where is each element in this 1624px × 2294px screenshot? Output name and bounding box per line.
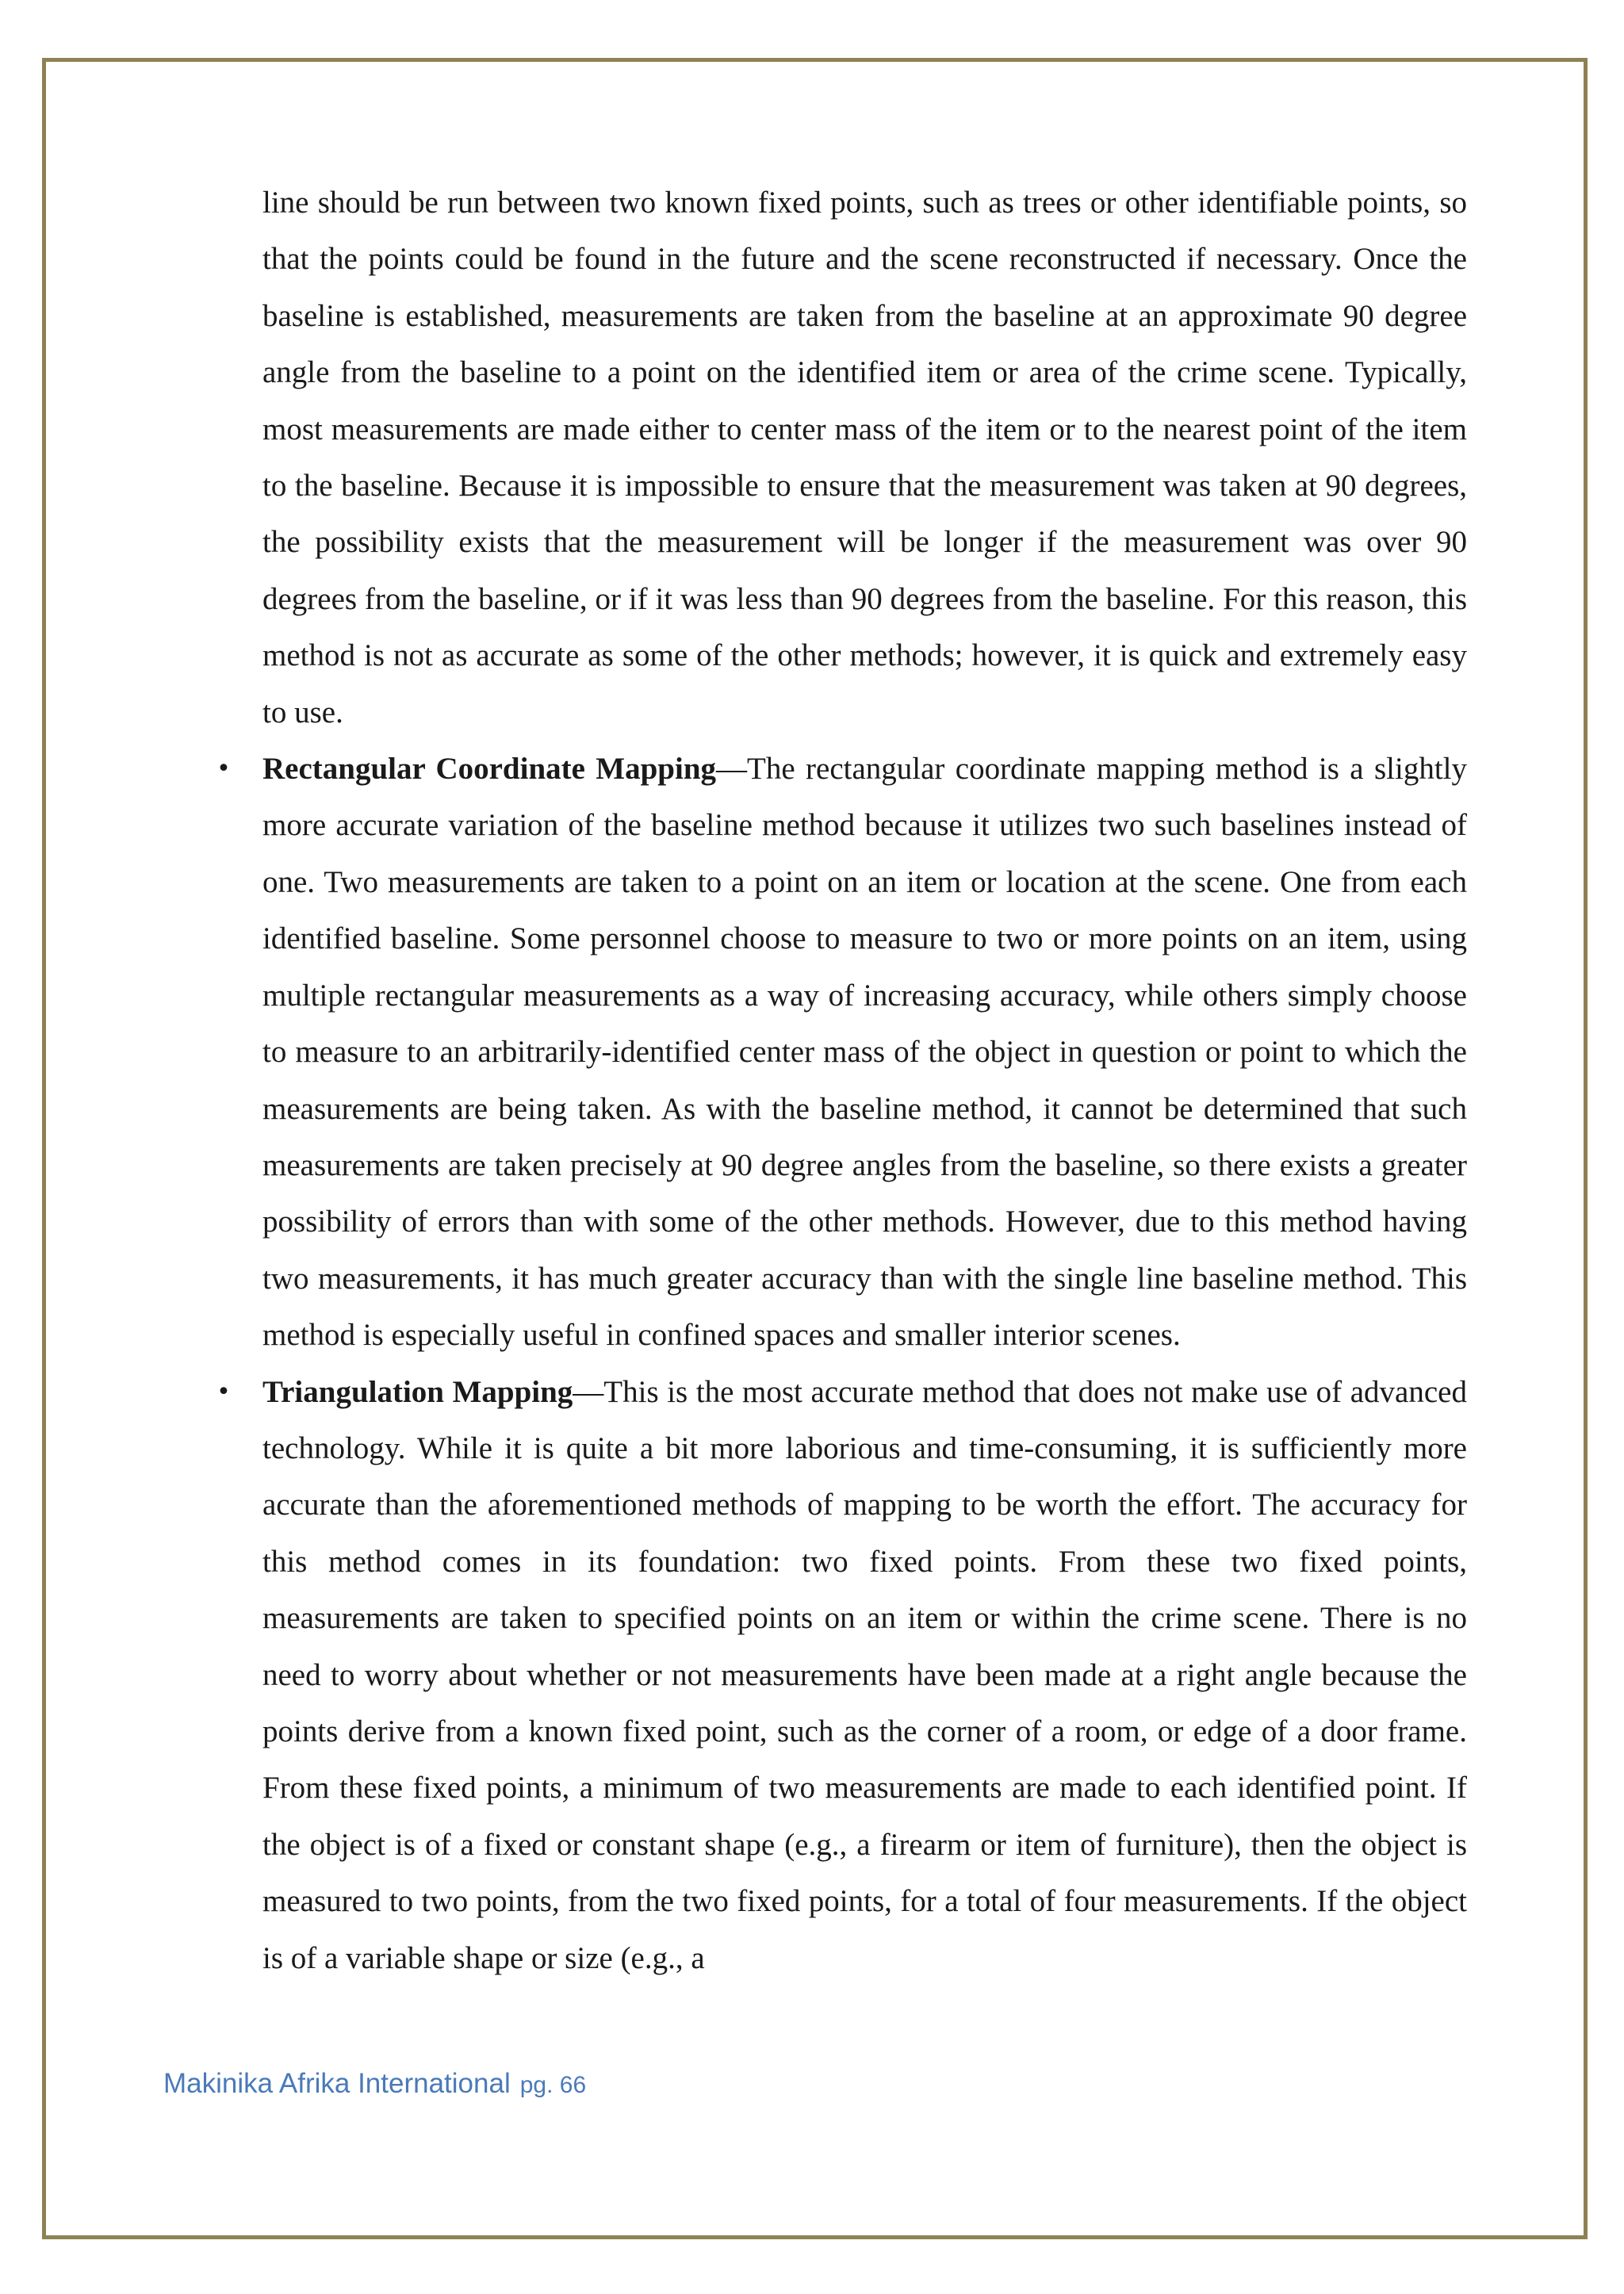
intro-paragraph: line should be run between two known fixed points, such as trees or other identifiable points, so that the points could be found in the future and the scene reconstructed if necessary. Once the baseline is established, measurements are taken from the baseline at an approximate 90 degree angle from the baseline to a point on the identified item or area of the crime scene. Typically, most measurements are made either to center mass of the item or to the nearest point of the item to the baseline. Because it is impossible to ensure that the measurement was taken at 90 degrees, the possibility exists that the measurement will be longer if the measurement was over 90 degrees from the baseline, or if it was less than 90 degrees from the baseline. For this reason, this method is not as accurate as some of the other methods; however, it is quick and extremely easy to use. — [262, 186, 1467, 730]
bullet-icon: • — [216, 1377, 231, 1406]
list-item-text: —The rectangular coordinate mapping method is a slightly more accurate variation of the baseline method because it utilizes two such baselines instead of one. Two measurements are taken to a point on an item or location at the scene. One from each identified baseline. Some personnel choose to measure to two or more points on an item, using multiple rectangular measurements as a way of increasing accuracy, while others simply choose to measure to an arbitrarily-identified center mass of the object in question or point to which the measurements are being taken. As with the baseline method, it cannot be determined that such measurements are taken precisely at 90 degree angles from the baseline, so there exists a greater possibility of errors than with some of the other methods. However, due to this method having two measurements, it has much greater accuracy than with the single line baseline method. This method is especially useful in confined spaces and smaller interior scenes. — [262, 752, 1467, 1353]
footer-organization: Makinika Afrika International — [163, 2068, 511, 2099]
list-item-text: —This is the most accurate method that does not make use of advanced technology. While it is quite a bit more laborious and time-consuming, it is sufficiently more accurate than the aforementioned methods of mapping to be worth the effort. The accuracy for this method comes in its foundation: two fixed points. From these two fixed points, measurements are taken to specified points on an item or within the crime scene. There is no need to worry about whether or not measurements have been made at a right angle because the points derive from a known fixed point, such as the corner of a room, or edge of a door frame. From these fixed points, a minimum of two measurements are made to each identified point. If the object is of a fixed or constant shape (e.g., a firearm or item of furniture), then the object is measured to two points, from the two fixed points, for a total of four measurements. If the object is of a variable shape or size (e.g., a — [262, 1374, 1467, 1975]
list-item-triangulation-mapping — [216, 1364, 1467, 1986]
methods-list — [216, 741, 1467, 1986]
bullet-icon: • — [216, 755, 231, 783]
list-item-title: Rectangular Coordinate Mapping — [262, 752, 717, 787]
document-body — [216, 174, 1467, 1986]
footer-page-number: pg. 66 — [519, 2072, 587, 2098]
page-footer — [163, 2068, 586, 2100]
list-item-rectangular-coordinate-mapping — [216, 741, 1467, 1363]
list-item-title: Triangulation Mapping — [262, 1374, 573, 1409]
